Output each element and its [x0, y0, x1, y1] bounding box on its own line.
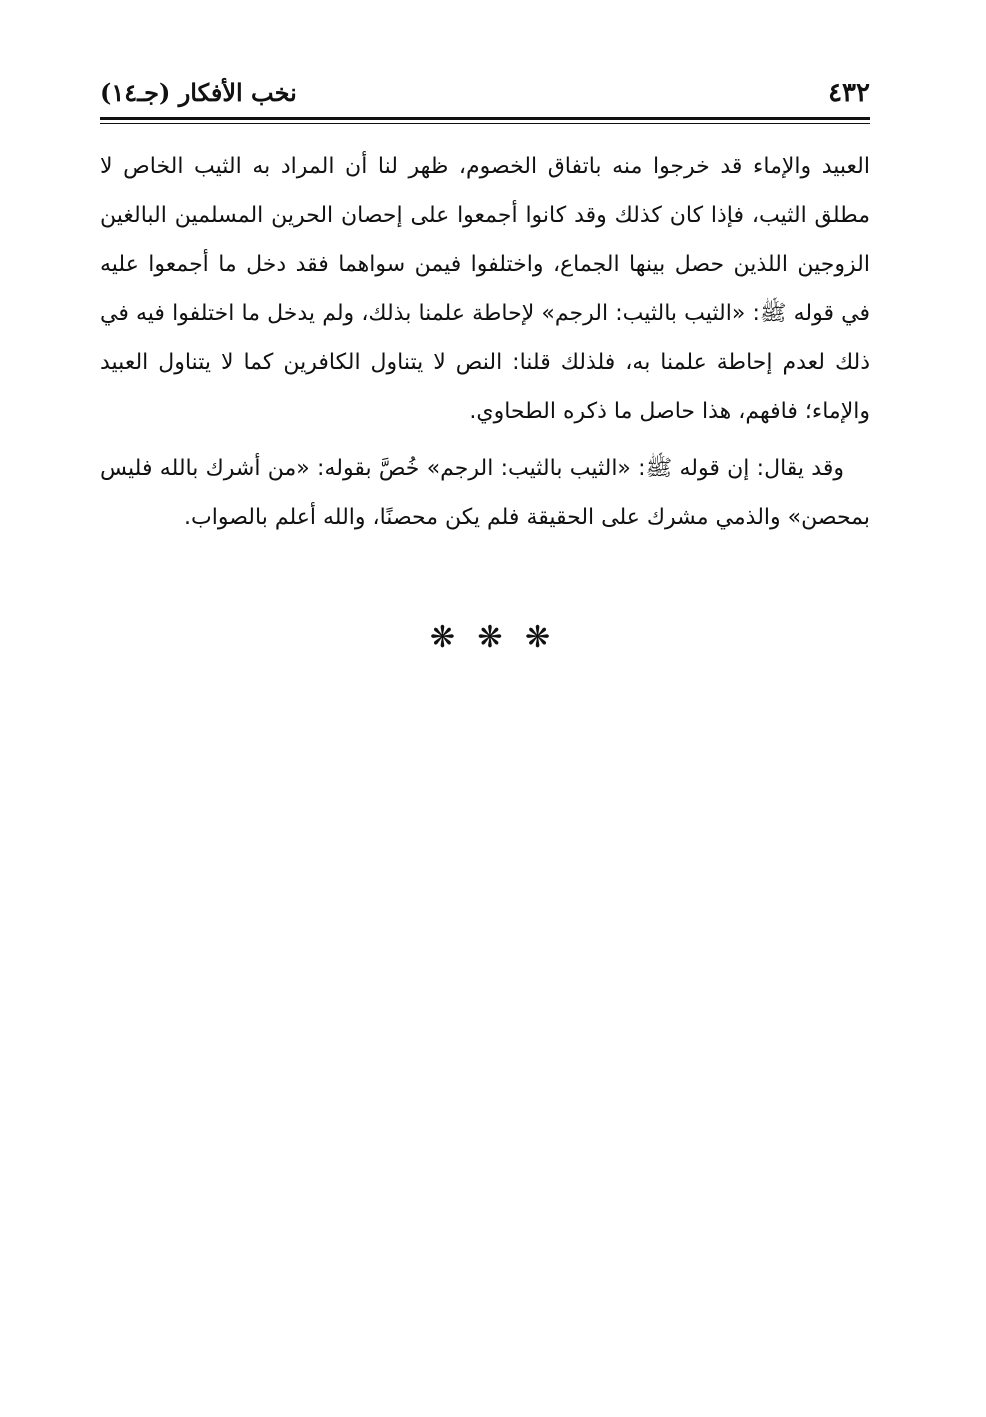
section-separator: ❋ ❋ ❋: [429, 620, 557, 655]
page-header: [100, 76, 870, 110]
header-rule-thick: [100, 117, 870, 120]
running-title: نخب الأفكار (جـ١٤): [100, 78, 297, 107]
paragraph-2: وقد يقال: إن قوله ﷺ: «الثيب بالثيب: الرجم» خُصَّ بقوله: «من أشرك بالله فليس بمحصن» والذمي مشرك على الحقيقة فلم يكن محصنًا، والله أعلم بالصواب.: [100, 456, 870, 530]
page-number: ٤٣٢: [828, 78, 870, 108]
main-text: [100, 142, 870, 542]
paragraph-1: العبيد والإماء قد خرجوا منه باتفاق الخصوم، ظهر لنا أن المراد به الثيب الخاص لا مطلق الثيب، فإذا كان كذلك وقد كانوا أجمعوا على إحصان الحرين المسلمين البالغين الزوجين اللذين حصل بينها الجماع، واختلفوا فيمن سواهما فقد دخل ما أجمعوا عليه في قوله ﷺ: «الثيب بالثيب: الرجم» لإحاطة علمنا بذلك، ولم يدخل ما اختلفوا فيه في ذلك لعدم إحاطة علمنا به، فلذلك قلنا: النص لا يتناول الكافرين كما لا يتناول العبيد والإماء؛ فافهم، هذا حاصل ما ذكره الطحاوي.: [100, 154, 870, 424]
header-rule-thin: [100, 123, 870, 124]
